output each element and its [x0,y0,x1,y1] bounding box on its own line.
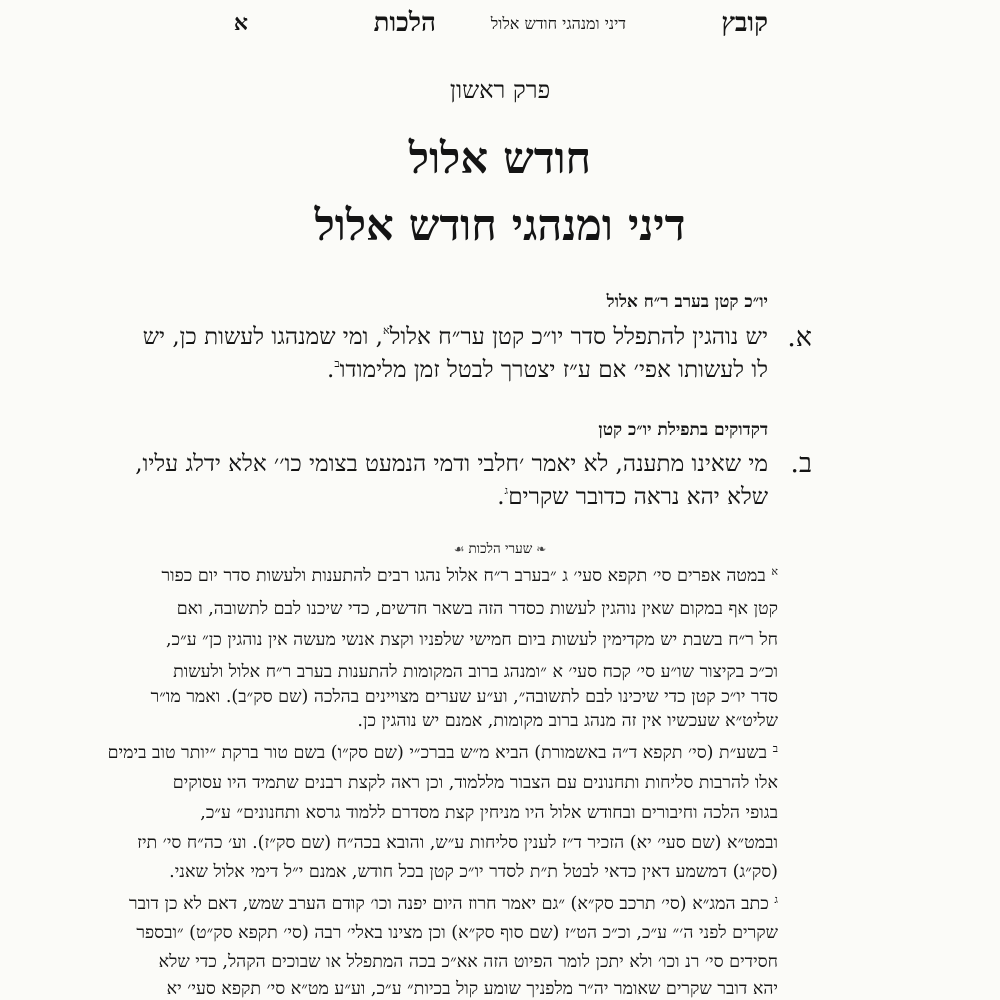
footnote-marker: ב [772,742,778,755]
footnote-line: סדר יו״כ קטן כדי שיכינו לבם לתשובה״, וע״ע שערים מצויינים בהלכה (שם סק״ב). ואמר מו״ר [150,687,778,707]
header-section-word: הלכות [373,8,436,38]
sources-heading: ❧שערי הלכות☙ [0,541,1000,557]
footnote-marker: א [771,565,778,578]
footnote-line: וכ״כ בקיצור שו״ע סי׳ קכח סעי׳ א ״ומנהג ברוב המקומות להתענות בערב ר״ח אלול ולעשות [173,662,778,682]
footnote-line: $^ג$ כתב המג״א (סי׳ תרכב סק״א) ״גם יאמר חרוז היום יפנה וכו׳ קודם הערב שמש, דאם לא כן דובר [129,893,778,914]
page-title: חודש אלול [408,133,592,184]
section-heading: דקדוקים בתפילת יו״כ קטן [598,420,768,440]
footnote-line: שליט״א שעכשיו אין זה מנהג ברוב מקומות, אמנם יש נוהגין כן. [357,711,778,731]
header-running-title: דיני ומנהגי חודש אלול [490,14,626,33]
footnote-line: חל ר״ח בשבת יש מקדימין לעשות ביום חמישי שלפניו וקצת אנשי מעשה אין נוהגין כן״ ע״כ, [165,630,778,650]
footnote-line: $^א$ במטה אפרים סי׳ תקפא סעי׳ ג ״בערב ר״ח אלול נהגו רבים להתענות ולעשות סדר יום כפור [161,565,778,586]
section-heading: יו״כ קטן בערב ר״ח אלול [606,292,768,312]
page-number: א [233,10,248,36]
footnote-ref[interactable]: א [382,324,390,337]
footnote-line: $^ב$ בשע״ת (סי׳ תקפא ד״ה באשמורת) הביא מ״ש בברכ״י (שם סק״ו) בשם טור ברקת ״יותר טוב בימים [107,742,778,763]
paragraph-line: מי שאינו מתענה, לא יאמר ׳חלבי ודמי הנמעט בצומי כו׳׳ אלא ידלג עליו, [135,451,768,477]
paragraph-line: שלא יהא נראה כדובר שקרים$^ג$. [497,484,768,510]
footnote-line: אלו להרבות סליחות ותחנונים עם הצבור מללמוד, וכן ראה לקצת רבנים שתמיד היו עסוקים [172,773,778,793]
header-book-word: קובץ [721,8,768,38]
footnote-ref[interactable]: ג [504,484,509,497]
paragraph-marker: א. [787,322,812,353]
footnote-line: בגופי הלכה וחיבורים ובחודש אלול היו מניחין קצת מסדרם ללמוד גרסא ותחנונים״ ע״כ, [200,803,778,823]
paragraph-line: יש נוהגין להתפלל סדר יו״כ קטן ער״ח אלול$^א$, ומי שמנהגו לעשות כן, יש [142,324,768,350]
footnote-ref[interactable]: ב [334,357,340,370]
footnote-line: יהא דובר שקרים שאומר יה״ר מלפניך שומע קול בכיות״ ע״כ, וע״ע מט״א סי׳ תקפא סעי׳ יא [166,979,778,999]
footnote-line: (סק״ג) דמשמע דאין כדאי לבטל ת״ת לסדר יו״כ קטן בכל חודש, אמנם י״ל דימי אלול שאני. [169,862,778,882]
paragraph-line: לו לעשותו אפי׳ אם ע״ז יצטרך לבטל זמן מלימודו$^ב$. [327,357,768,383]
footnote-line: חסידים סי׳ רנ וכו׳ ולא יתכן לומר הפיוט הזה אא״כ בכה המתפלל או שבוכים הקהל, כדי שלא [158,952,778,972]
chapter-label: פרק ראשון [449,76,551,104]
footnote-line: קטן אף במקום שאין נוהגין לעשות כסדר הזה בשאר חדשים, כדי שיכנו לבם לתשובה, ואם [176,599,778,619]
ornament-icon: ☙ [453,542,465,556]
footnote-line: ובמט״א (שם סעי׳ יא) הזכיר ד״ז לענין סליחות ע״ש, והובא בכה״ח (שם סק״ז). וע׳ כה״ח סי׳ תיז [137,833,778,853]
page-subtitle: דיני ומנהגי חודש אלול [314,200,686,251]
footnote-marker: ג [774,893,778,906]
ornament-icon: ❧ [536,542,547,556]
footnote-line: שקרים לפני ה׳״ ע״כ, וכ״כ הט״ז (שם סוף סק״א) וכן מצינו באלי׳ רבה (סי׳ תקפא סק״ט) ״ובספר [136,923,778,943]
paragraph-marker: ב. [790,448,812,479]
